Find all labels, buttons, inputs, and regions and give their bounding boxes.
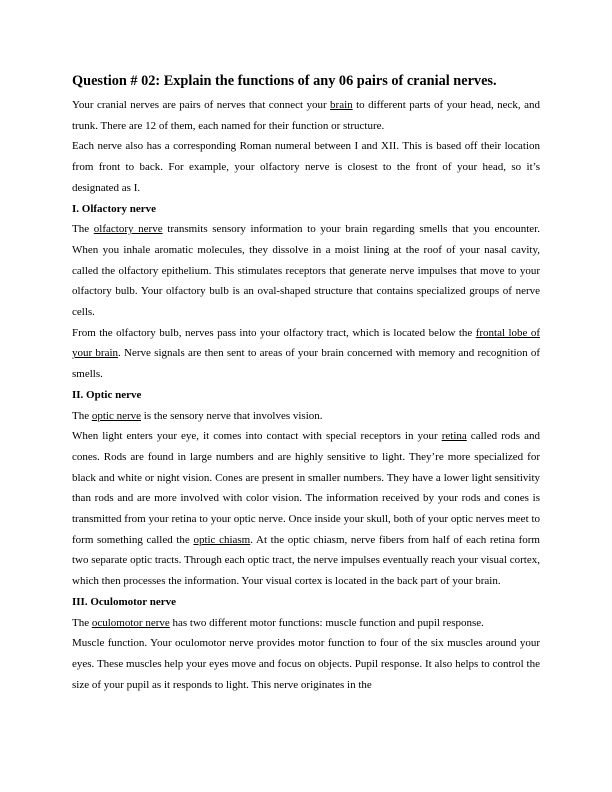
oculomotor-nerve-link[interactable]: oculomotor nerve	[91, 616, 170, 629]
intro-paragraph-2: Each nerve also has a corresponding Roman numeral between I and XII. This is based off their location from front to back. For example, your olfactory nerve is closest to the front of your head, so it’s designated as I.	[72, 140, 540, 194]
intro-text-pre: Your cranial nerves are pairs of nerves that connect your	[72, 99, 331, 111]
oculomotor-p1-pre: The	[72, 616, 92, 629]
frontal-lobe-link[interactable]: frontal lobe of your brain	[72, 326, 540, 360]
intro-paragraph-1	[72, 95, 540, 136]
optic-p2-post: . At the optic chiasm, nerve fibers from half of each retina form two separate optic tracts. Through each optic tract, the nerve impulses eventually reach your visual cortex, which then processes the information. Your visual cortex is located in the back part of your brain.	[72, 533, 540, 588]
olfactory-p1-post: transmits sensory information to your brain regarding smells that you encounter. When you inhale aromatic molecules, they dissolve in a moist lining at the roof of your nasal cavity, called the olfactory epithelium. This stimulates receptors that generate nerve impulses that move to your olfactory bulb. Your olfactory bulb is an oval-shaped structure that contains specialized groups of nerve cells.	[72, 223, 540, 319]
optic-p2-mid: called rods and cones. Rods are found in large numbers and are highly sensitive to light. They’re more specialized for black and white or night vision. Cones are present in smaller numbers. They have a lower light sensitivity than rods and are more involved with color vision. The information received by your rods and cones is transmitted from your retina to your optic nerve. Once inside your skull, both of your optic nerves meet to form something called the	[72, 430, 540, 546]
intro-text-post: to different parts of your head, neck, and trunk. There are 12 of them, each named for their function or structure.	[72, 99, 540, 132]
olfactory-p2-post: . Nerve signals are then sent to areas of your brain concerned with memory and recognition of smells.	[72, 347, 541, 381]
question-title: Question # 02: Explain the functions of any 06 pairs of cranial nerves.	[72, 73, 497, 89]
optic-p2-pre: When light enters your eye, it comes into contact with special receptors in your	[72, 430, 442, 443]
optic-paragraph-1	[72, 406, 540, 427]
olfactory-p2-pre: From the olfactory bulb, nerves pass into your olfactory tract, which is located below the	[72, 326, 476, 339]
olfactory-paragraph-1	[72, 219, 540, 323]
section-heading-optic: II. Optic nerve	[72, 388, 142, 401]
optic-paragraph-2	[72, 426, 540, 592]
section-heading-oculomotor: III. Oculomotor nerve	[72, 595, 176, 608]
oculomotor-p1-post: has two different motor functions: muscle function and pupil response.	[169, 616, 484, 629]
optic-chiasm-link[interactable]: optic chiasm	[193, 533, 251, 546]
retina-link[interactable]: retina	[441, 430, 467, 443]
section-heading-olfactory: I. Olfactory nerve	[72, 202, 156, 215]
optic-p1-pre: The	[72, 409, 92, 422]
oculomotor-paragraph-2: Muscle function. Your oculomotor nerve provides motor function to four of the six muscles around your eyes. These muscles help your eyes move and focus on objects. Pupil response. It also helps to control the size of your pupil as it responds to light. This nerve originates in the	[72, 637, 540, 691]
oculomotor-paragraph-1	[72, 613, 540, 634]
document-body	[72, 71, 540, 695]
optic-p1-post: is the sensory nerve that involves vision.	[141, 409, 323, 422]
optic-nerve-link[interactable]: optic nerve	[91, 409, 142, 422]
olfactory-paragraph-2	[72, 323, 540, 385]
olfactory-nerve-link[interactable]: olfactory nerve	[93, 223, 163, 236]
brain-link[interactable]: brain	[330, 99, 353, 111]
olfactory-p1-pre: The	[72, 223, 94, 236]
